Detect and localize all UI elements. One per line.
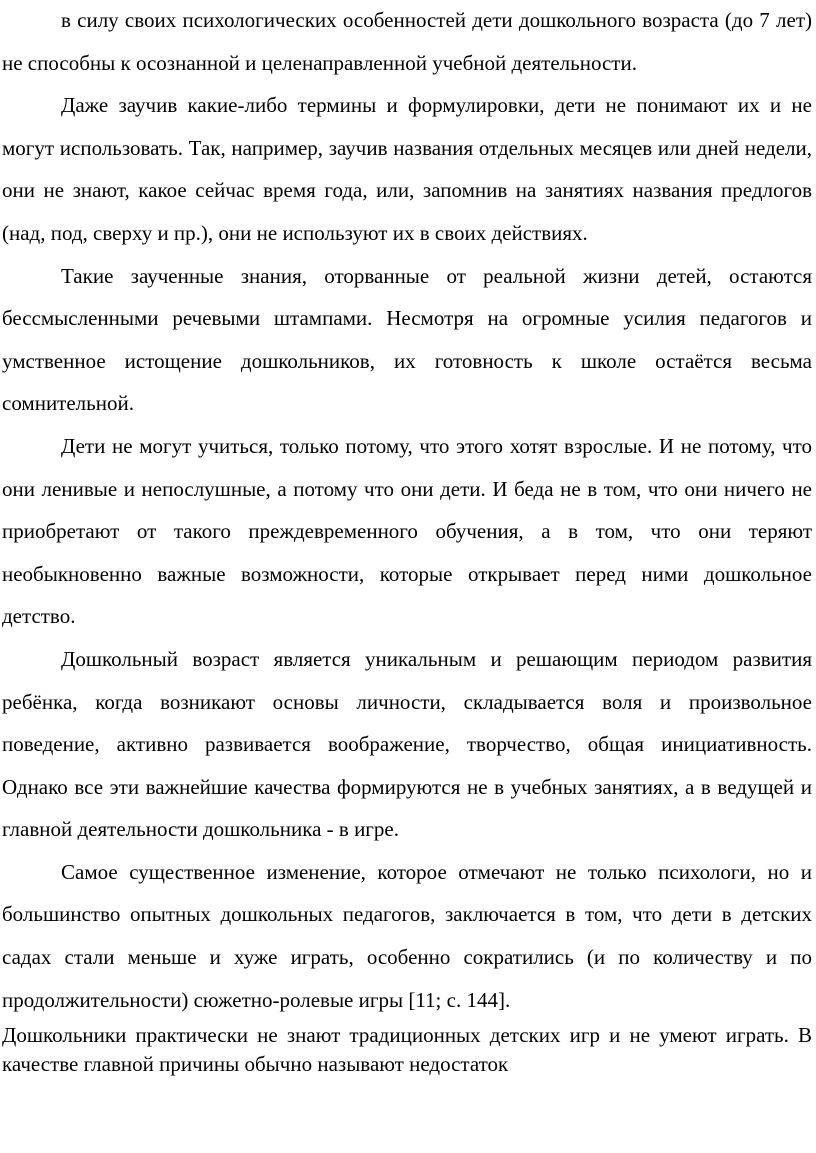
paragraph-6: Самое существенное изменение, которое отмечают не только психологи, но и большинство опытных дошкольных педагогов, заключается в том, что дети в детских садах стали меньше и хуже играть, особенно сократились (и по количеству и по продолжительности) сюжетно-ролевые игры [11; с. 144].: [2, 859, 812, 1012]
paragraph-7-unindented: Дошкольники практически не знают традиционных детских игр и не умеют играть. В качестве главной причины обычно называют недостаток: [2, 1023, 812, 1077]
paragraph-1: в силу своих психологических особенностей дети дошкольного возраста (до 7 лет) не способны к осознанной и целенаправленной учебной деятельности.: [2, 8, 812, 75]
paragraph-3: Такие заученные знания, оторванные от реальной жизни детей, остаются бессмысленными речевыми штампами. Несмотря на огромные усилия педагогов и умственное истощение дошкольников, их готовность к школе остаётся весьма сомнительной.: [2, 263, 812, 416]
paragraph-2: Даже заучив какие-либо термины и формулировки, дети не понимают их и не могут использовать. Так, например, заучив названия отдельных месяцев или дней недели, они не знают, какое сейчас время года, или, запомнив на занятиях названия предлогов (над, под, сверху и пр.), они не используют их в своих действиях.: [2, 93, 812, 245]
paragraph-4: Дети не могут учиться, только потому, что этого хотят взрослые. И не потому, что они ленивые и непослушные, а потому что они дети. И беда не в том, что они ничего не приобретают от такого преждевременного обучения, а в том, что они теряют необыкновенно важные возможности, которые открывает перед ними дошкольное детство.: [2, 433, 812, 629]
paragraph-5: Дошкольный возраст является уникальным и решающим периодом развития ребёнка, когда возникают основы личности, складывается воля и произвольное поведение, активно развивается воображение, творчество, общая инициативность. Однако все эти важнейшие качества формируются не в учебных занятиях, а в ведущей и главной деятельности дошкольника - в игре.: [2, 646, 812, 842]
